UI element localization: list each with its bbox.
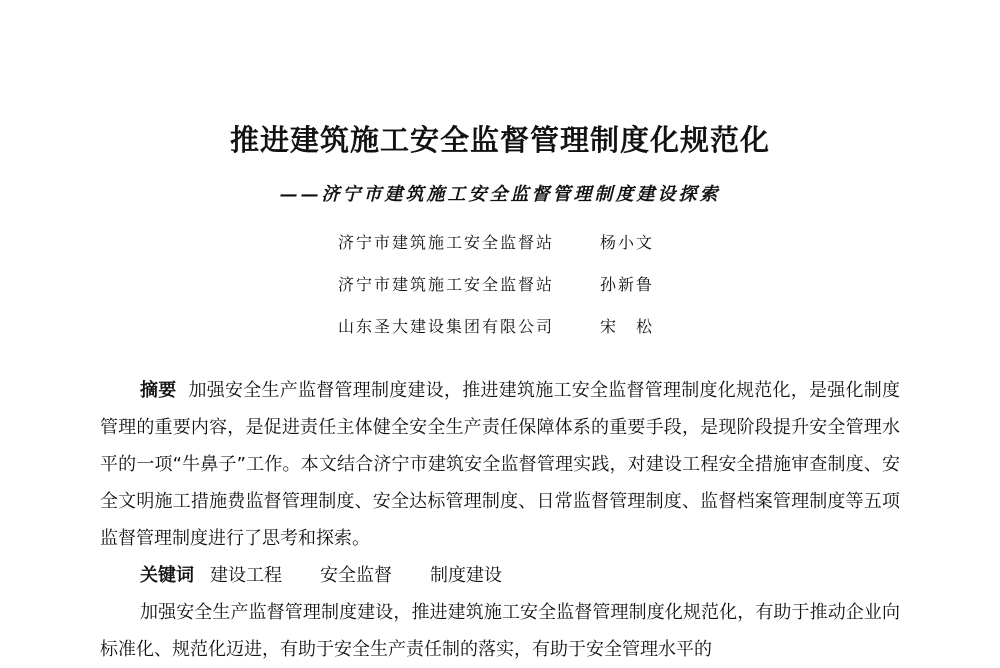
paper-subtitle: ——济宁市建筑施工安全监督管理制度建设探索 bbox=[279, 184, 721, 205]
keyword: 建设工程 bbox=[210, 565, 282, 586]
body-paragraph: 加强安全生产监督管理制度建设，推进建筑施工安全监督管理制度化规范化，有助于推动企业向标准化、规范化迈进，有助于安全生产责任制的落实，有助于安全管理水平的 bbox=[100, 602, 900, 660]
author-organization: 济宁市建筑施工安全监督站 bbox=[338, 233, 555, 252]
keyword: 制度建设 bbox=[430, 565, 502, 586]
abstract-text: 加强安全生产监督管理制度建设，推进建筑施工安全监督管理制度化规范化，是强化制度管理的重要内容，是促进责任主体健全安全生产责任保障体系的重要手段，是现阶段提升安全管理水平的一项“牛鼻子”工作。本文结合济宁市建筑安全监督管理实践，对建设工程安全措施审查制度、安全文明施工措施费监督管理制度、安全达标管理制度、日常监督管理制度、监督档案管理制度等五项监督管理制度进行了思考和探索。 bbox=[100, 380, 900, 549]
paper-title: 推进建筑施工安全监督管理制度化规范化 bbox=[229, 123, 770, 157]
author-affiliations bbox=[338, 230, 758, 356]
author-row bbox=[338, 314, 758, 356]
author-row bbox=[338, 272, 758, 314]
author-organization: 济宁市建筑施工安全监督站 bbox=[338, 275, 555, 294]
keywords-label: 关键词 bbox=[140, 565, 194, 586]
author-row bbox=[338, 230, 758, 272]
keywords-row bbox=[100, 557, 900, 594]
author-organization: 山东圣大建设集团有限公司 bbox=[338, 317, 555, 336]
paper-body bbox=[100, 372, 900, 668]
abstract-paragraph bbox=[100, 372, 900, 557]
keyword: 安全监督 bbox=[320, 565, 392, 586]
author-name: 孙新鲁 bbox=[600, 275, 655, 294]
author-name: 杨小文 bbox=[600, 233, 655, 252]
author-name: 宋 松 bbox=[600, 317, 655, 336]
abstract-label: 摘要 bbox=[140, 380, 177, 401]
